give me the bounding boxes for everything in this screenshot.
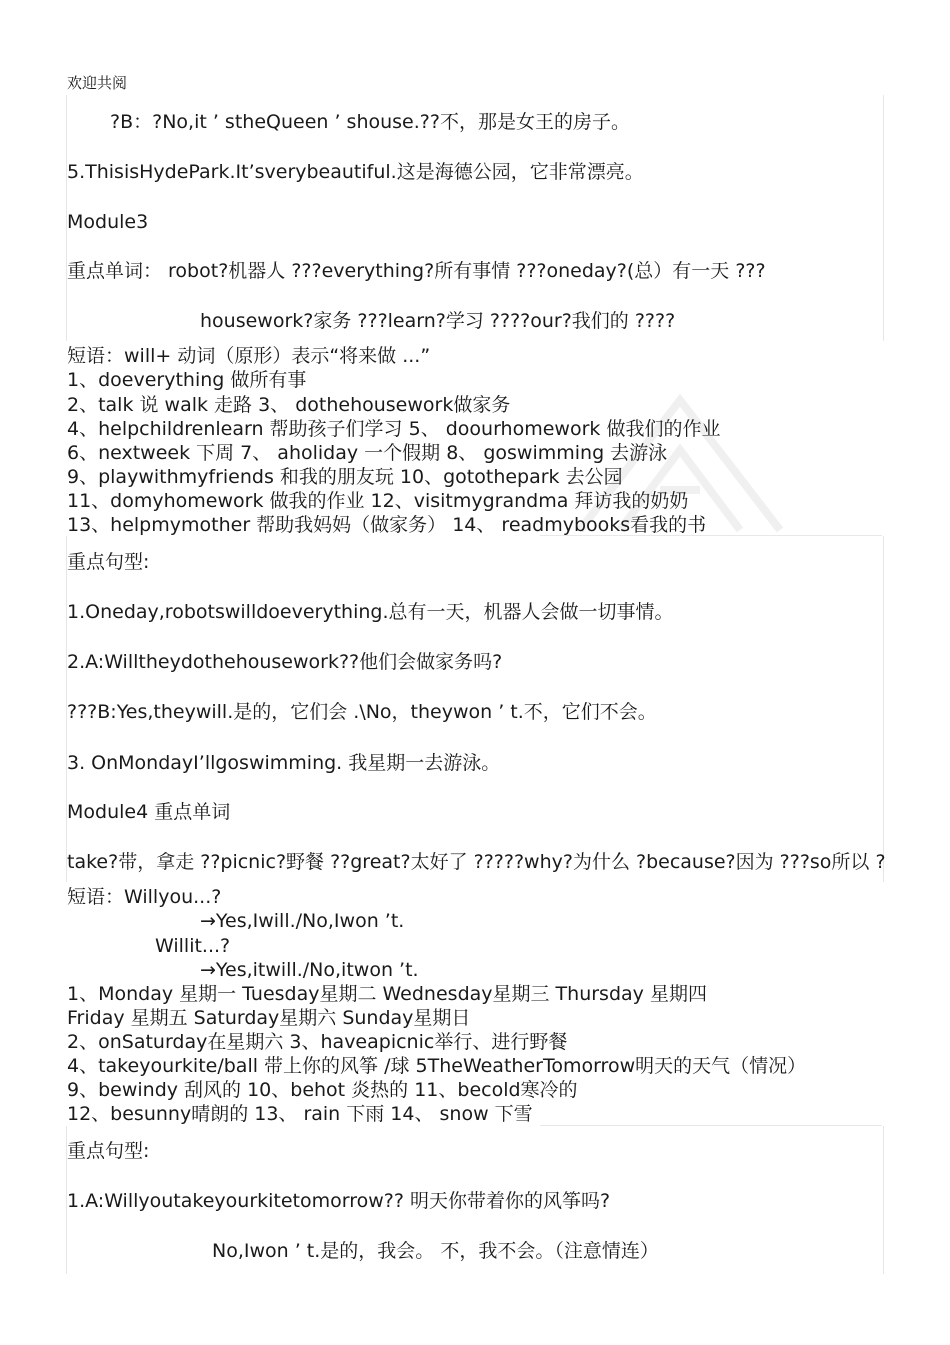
text-line: No,Iwon ’ t.是的，我会。 不，我不会。（注意情连） — [212, 1240, 659, 1262]
text-line: ?B：?No,it ’ stheQueen ’ shouse.??不，那是女王的房子。 — [110, 111, 630, 133]
section-heading: 重点句型: — [67, 1140, 150, 1162]
text-line: 短语：Willyou...? — [67, 886, 222, 908]
list-item: 4、helpchildrenlearn 帮助孩子们学习 5、 doourhomework 做我们的作业 — [67, 418, 721, 440]
text-line: ???B:Yes,theywill.是的，它们会 .\No，theywon ’ t.不，它们不会。 — [67, 701, 657, 723]
text-line: 1.Oneday,robotswilldoeverything.总有一天，机器人会做一切事情。 — [67, 601, 674, 623]
text-line: housework?家务 ???learn?学习 ????our?我们的 ???? — [200, 310, 676, 332]
section-heading: Module3 — [67, 211, 149, 233]
section-heading: Module4 重点单词 — [67, 801, 231, 823]
text-line: 1.A:Willyoutakeyourkitetomorrow?? 明天你带着你的风筝吗? — [67, 1190, 611, 1212]
text-line: →Yes,Iwill./No,Iwon ’t. — [200, 910, 405, 932]
page-header: 欢迎共阅 — [67, 74, 128, 92]
list-item: 1、doeverything 做所有事 — [67, 369, 307, 391]
list-item: 12、besunny晴朗的 13、 rain 下雨 14、 snow 下雪 — [67, 1103, 533, 1125]
text-line: 重点单词： robot?机器人 ???everything?所有事情 ???oneday?(总）有一天 ??? — [67, 260, 766, 282]
list-item: 9、playwithmyfriends 和我的朋友玩 10、gotothepark 去公园 — [67, 466, 623, 488]
list-item: 2、talk 说 walk 走路 3、 dothehousework做家务 — [67, 394, 511, 416]
text-line: 3. OnMondayI’llgoswimming. 我星期一去游泳。 — [67, 752, 501, 774]
list-item: 2、onSaturday在星期六 3、haveapicnic举行、进行野餐 — [67, 1031, 568, 1053]
text-line: 2.A:Willtheydothehousework??他们会做家务吗? — [67, 651, 503, 673]
text-line: 短语：will+ 动词（原形）表示“将来做 ...” — [67, 345, 431, 367]
text-line: 5.ThisisHydePark.It’sverybeautiful.这是海德公园，它非常漂亮。 — [67, 161, 644, 183]
text-line: Willit...? — [155, 935, 231, 957]
list-item: 13、helpmymother 帮助我妈妈（做家务） 14、 readmybooks看我的书 — [67, 514, 707, 536]
list-item: 9、bewindy 刮风的 10、behot 炎热的 11、becold寒冷的 — [67, 1079, 578, 1101]
text-line: take?带，拿走 ??picnic?野餐 ??great?太好了 ?????why?为什么 ?because?因为 ???so所以 ? — [67, 851, 886, 873]
list-item: 1、Monday 星期一 Tuesday星期二 Wednesday星期三 Thursday 星期四 — [67, 983, 707, 1005]
list-item: 4、takeyourkite/ball 带上你的风筝 /球 5TheWeatherTomorrow明天的天气（情况） — [67, 1055, 807, 1077]
section-heading: 重点句型: — [67, 551, 150, 573]
text-line: →Yes,itwill./No,itwon ’t. — [200, 959, 419, 981]
list-item: 11、domyhomework 做我的作业 12、visitmygrandma 拜访我的奶奶 — [67, 490, 689, 512]
list-item: Friday 星期五 Saturday星期六 Sunday星期日 — [67, 1007, 471, 1029]
list-item: 6、nextweek 下周 7、 aholiday 一个假期 8、 goswimming 去游泳 — [67, 442, 668, 464]
